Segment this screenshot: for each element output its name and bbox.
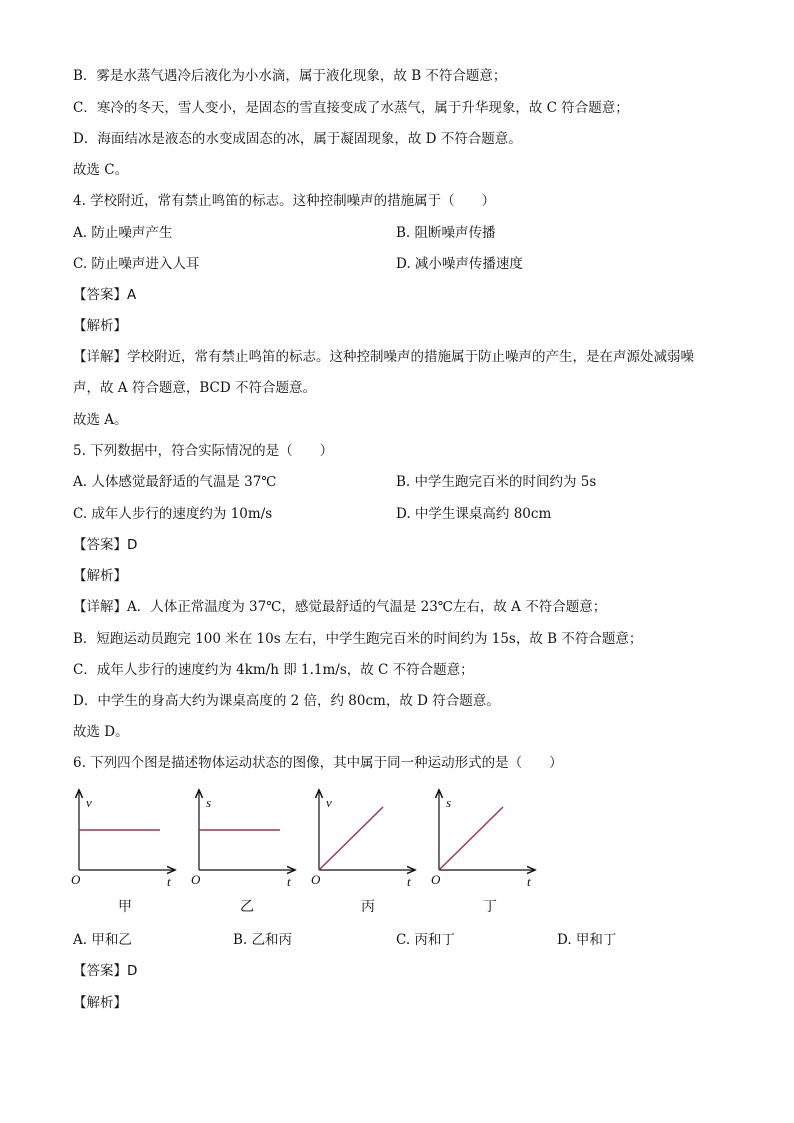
- q5-analysis-label: 【解析】: [73, 568, 127, 584]
- q6-analysis-label: 【解析】: [73, 995, 127, 1011]
- q5-option-c: C. 成年人步行的速度约为 10m/s: [73, 506, 273, 522]
- q6-stem: 6. 下列四个图是描述物体运动状态的图像，其中属于同一种运动形式的是（ ）: [73, 755, 563, 771]
- q5-stem: 5. 下列数据中，符合实际情况的是（ ）: [73, 443, 334, 459]
- q6-graph-bing: [308, 788, 418, 893]
- y-axis-label: s: [206, 795, 212, 810]
- x-axis-label: t: [287, 874, 291, 889]
- graph-ding-svg: [428, 788, 538, 893]
- q3-option-c-explanation: C．寒冷的冬天，雪人变小，是固态的雪直接变成了水蒸气，属于升华现象，故 C 符合题意；: [73, 100, 629, 116]
- y-axis-label: v: [326, 795, 332, 810]
- q4-analysis-label: 【解析】: [73, 318, 127, 334]
- q6-option-d: D. 甲和丁: [557, 932, 617, 948]
- q4-option-b: B. 阻断噪声传播: [396, 225, 496, 241]
- q5-detail-line-2: B．短跑运动员跑完 100 米在 10s 左右，中学生跑完百米的时间约为 15s，故 B 不符合题意；: [73, 631, 643, 647]
- y-axis-label: v: [86, 795, 92, 810]
- q4-detail-line-1: 【详解】学校附近，常有禁止鸣笛的标志。这种控制噪声的措施属于防止噪声的产生，是在声源处减弱噪: [73, 349, 694, 365]
- q5-option-d: D. 中学生课桌高约 80cm: [396, 506, 552, 522]
- q3-option-b-explanation: B．雾是水蒸气遇冷后液化为小水滴，属于液化现象，故 B 不符合题意；: [73, 68, 507, 84]
- q5-option-a: A. 人体感觉最舒适的气温是 37℃: [73, 474, 277, 490]
- q4-choose: 故选 A。: [73, 412, 128, 428]
- y-axis-label: s: [446, 795, 452, 810]
- q4-answer: 【答案】A: [73, 287, 137, 303]
- origin-label: O: [431, 872, 441, 887]
- q6-option-b: B. 乙和丙: [233, 932, 293, 948]
- q4-option-d: D. 减小噪声传播速度: [396, 256, 523, 272]
- q5-option-b: B. 中学生跑完百米的时间约为 5s: [396, 474, 597, 490]
- x-axis-label: t: [407, 874, 411, 889]
- graph-bing-svg: [308, 788, 418, 893]
- q5-answer: 【答案】D: [73, 537, 138, 553]
- q6-graph-yi: [188, 788, 298, 893]
- origin-label: O: [71, 872, 81, 887]
- q5-choose: 故选 D。: [73, 724, 129, 740]
- q6-caption-bing: 丙: [361, 899, 375, 915]
- x-axis-label: t: [167, 874, 171, 889]
- plot-line: [439, 807, 503, 870]
- q6-answer: 【答案】D: [73, 963, 138, 979]
- q6-graph-ding: [428, 788, 538, 893]
- q6-graph-jia: [68, 788, 178, 893]
- q3-option-d-explanation: D．海面结冰是液态的水变成固态的冰，属于凝固现象，故 D 不符合题意。: [73, 131, 522, 147]
- q4-detail-line-2: 声，故 A 符合题意，BCD 不符合题意。: [73, 380, 316, 396]
- q6-option-a: A. 甲和乙: [73, 932, 132, 948]
- x-axis-label: t: [527, 874, 531, 889]
- q4-option-c: C. 防止噪声进入人耳: [73, 256, 200, 272]
- q3-choose: 故选 C。: [73, 162, 129, 178]
- q5-detail-line-1: 【详解】A．人体正常温度为 37℃，感觉最舒适的气温是 23℃左右，故 A 不符合题意；: [73, 599, 607, 615]
- origin-label: O: [311, 872, 321, 887]
- q6-caption-jia: 甲: [118, 899, 132, 915]
- q6-option-c: C. 丙和丁: [396, 932, 455, 948]
- q6-caption-ding: 丁: [483, 899, 497, 915]
- q5-detail-line-3: C．成年人步行的速度约为 4km/h 即 1.1m/s，故 C 不符合题意；: [73, 662, 474, 678]
- q4-option-a: A. 防止噪声产生: [73, 225, 173, 241]
- q6-caption-yi: 乙: [240, 899, 254, 915]
- graph-yi-svg: [188, 788, 298, 893]
- q4-stem: 4. 学校附近，常有禁止鸣笛的标志。这种控制噪声的措施属于（ ）: [73, 193, 496, 209]
- plot-line: [319, 807, 383, 870]
- origin-label: O: [191, 872, 201, 887]
- graph-jia-svg: [68, 788, 178, 893]
- q5-detail-line-4: D．中学生的身高大约为课桌高度的 2 倍，约 80cm，故 D 符合题意。: [73, 693, 500, 709]
